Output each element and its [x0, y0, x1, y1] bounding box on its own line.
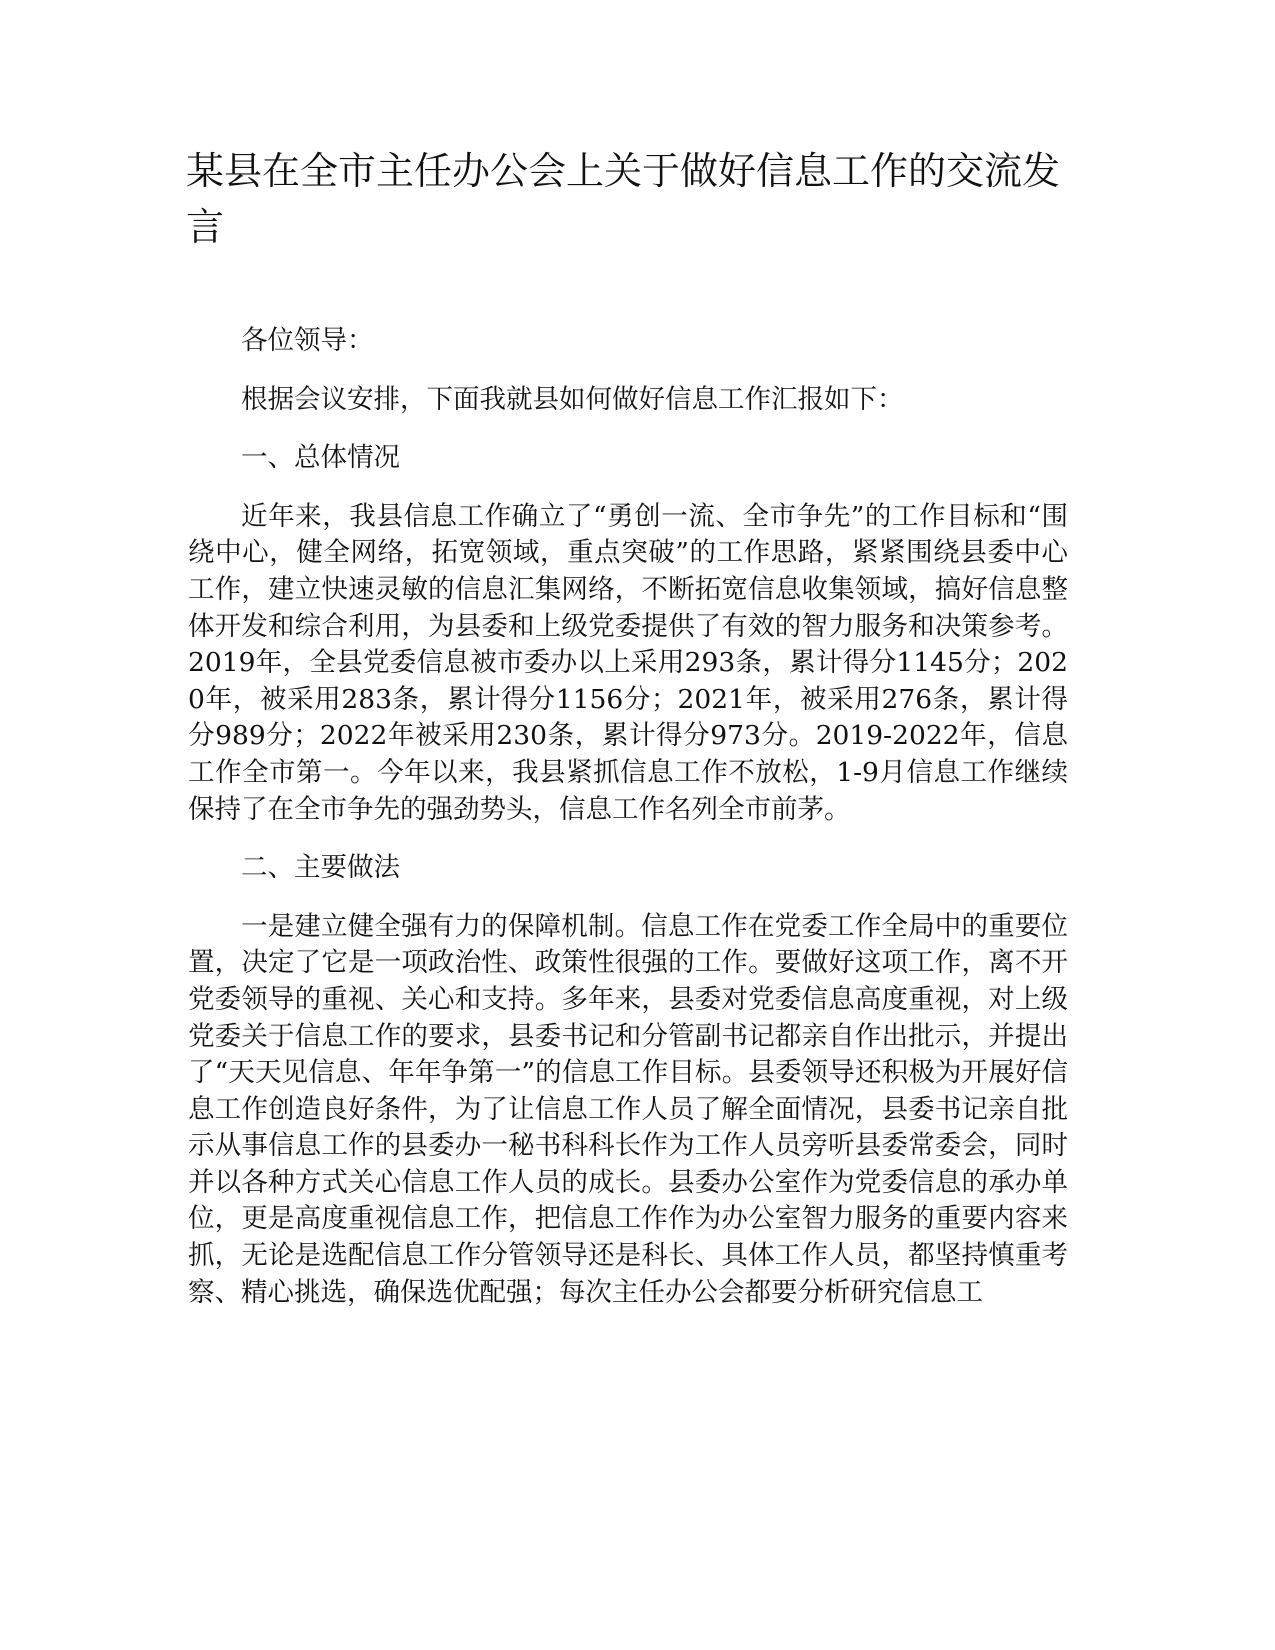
salutation-paragraph: 各位领导：: [241, 325, 374, 356]
document-body: [188, 323, 1068, 1333]
practice-paragraph-1: 一是建立健全强有力的保障机制。信息工作在党委工作全局中的重要位置，决定了它是一项政治性、政策性很强的工作。要做好这项工作，离不开党委领导的重视、关心和支持。多年来，县委对党委信息高度重视，对上级党委关于信息工作的要求，县委书记和分管副书记都亲自作出批示，并提出了“天天见信息、年年争第一”的信息工作目标。县委领导还积极为开展好信息工作创造良好条件，为了让信息工作人员了解全面情况，县委书记亲自批示从事信息工作的县委办一秘书科科长作为工作人员旁听县委常委会，同时并以各种方式关心信息工作人员的成长。县委办公室作为党委信息的承办单位，更是高度重视信息工作，把信息工作作为办公室智力服务的重要内容来抓，无论是选配信息工作分管领导还是科长、具体工作人员，都坚持慎重考察、精心挑选，确保选优配强；每次主任办公会都要分析研究信息工: [188, 910, 1068, 1308]
section-heading-practices: 二、主要做法: [241, 852, 400, 884]
overview-paragraph: 近年来，我县信息工作确立了“勇创一流、全市争先”的工作目标和“围绕中心，健全网络，拓宽领域，重点突破”的工作思路，紧紧围绕县委中心工作，建立快速灵敏的信息汇集网络，不断拓宽信息收集领域，搞好信息整体开发和综合利用，为县委和上级党委提供了有效的智力服务和决策参考。2019年，全县党委信息被市委办以上采用293条，累计得分1145分；2020年，被采用283条，累计得分1156分；2021年，被采用276条，累计得分989分；2022年被采用230条，累计得分973分。2019-2022年，信息工作全市第一。今年以来，我县紧抓信息工作不放松，1-9月信息工作继续保持了在全市争先的强劲势头，信息工作名列全市前茅。: [188, 500, 1068, 825]
document-title: 某县在全市主任办公会上关于做好信息工作的交流发言: [186, 149, 1061, 249]
section-heading-overview: 一、总体情况: [241, 442, 400, 474]
intro-paragraph: 根据会议安排，下面我就县如何做好信息工作汇报如下：: [241, 383, 904, 415]
